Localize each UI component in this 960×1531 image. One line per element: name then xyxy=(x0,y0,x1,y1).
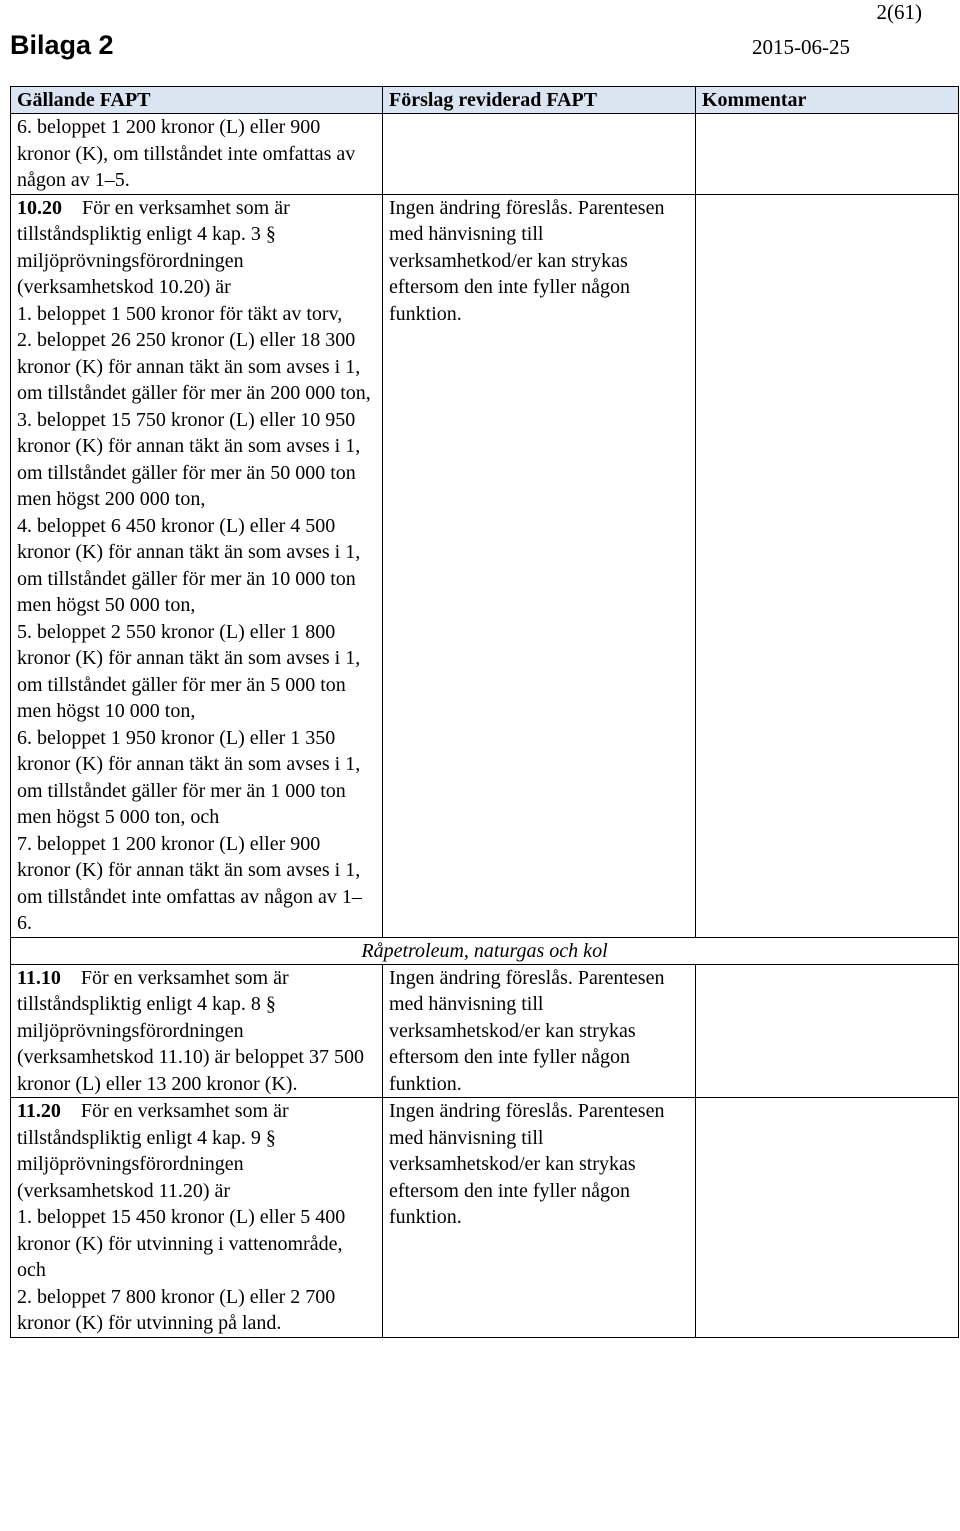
table-row xyxy=(11,114,959,195)
provision-intro: 11.20 För en verksamhet som är tillståndspliktig enligt 4 kap. 9 § miljöprövningsförordningen (verksamhetskod 11.20) är xyxy=(17,1100,289,1202)
table-row xyxy=(11,194,959,937)
comment-cell xyxy=(696,1098,959,1338)
current-text: 6. beloppet 1 200 kronor (L) eller 900 kronor (K), om tillståndet inte omfattas av någon av 1–5. xyxy=(17,116,356,191)
section-row xyxy=(11,937,959,964)
current-cell xyxy=(11,194,383,937)
activity-code: 11.10 xyxy=(17,966,61,989)
activity-code: 11.20 xyxy=(17,1100,61,1122)
comment-cell xyxy=(696,114,959,195)
comment-cell xyxy=(696,194,959,937)
header-current-fapt: Gällande FAPT xyxy=(11,87,383,114)
fapt-comparison-table xyxy=(10,86,959,1338)
list-item: 4. beloppet 6 450 kronor (L) eller 4 500 kronor (K) för annan täkt än som avses i 1, om tillståndet gäller för mer än 10 000 ton men högst 50 000 ton, xyxy=(17,514,361,616)
list-item: 2. beloppet 26 250 kronor (L) eller 18 300 kronor (K) för annan täkt än som avses i 1, om tillståndet gäller för mer än 200 000 ton, xyxy=(17,329,371,404)
list-item: 1. beloppet 1 500 kronor för täkt av torv, xyxy=(17,302,343,325)
section-heading: Råpetroleum, naturgas och kol xyxy=(11,937,959,964)
list-item: 7. beloppet 1 200 kronor (L) eller 900 kronor (K) för annan täkt än som avses i 1, om tillståndet inte omfattas av någon av 1–6. xyxy=(17,832,362,934)
table-row xyxy=(11,1098,959,1338)
table-header-row xyxy=(11,87,959,114)
list-item: 3. beloppet 15 750 kronor (L) eller 10 950 kronor (K) för annan täkt än som avses i 1, om tillståndet gäller för mer än 50 000 ton men högst 200 000 ton, xyxy=(17,408,361,510)
table-row xyxy=(11,964,959,1098)
activity-code: 10.20 xyxy=(17,196,62,219)
proposal-cell: Ingen ändring föreslås. Parentesen med hänvisning till verksamhetskod/er kan strykas eftersom den inte fyller någon funktion. xyxy=(383,964,696,1098)
current-cell xyxy=(11,964,383,1098)
document-date: 2015-06-25 xyxy=(752,35,850,59)
proposal-cell: Ingen ändring föreslås. Parentesen med hänvisning till verksamhetkod/er kan strykas eftersom den inte fyller någon funktion. xyxy=(383,194,696,937)
list-item: 2. beloppet 7 800 kronor (L) eller 2 700 kronor (K) för utvinning på land. xyxy=(17,1285,336,1334)
proposal-cell: Ingen ändring föreslås. Parentesen med hänvisning till verksamhetskod/er kan strykas eftersom den inte fyller någon funktion. xyxy=(383,1098,696,1338)
document-title: Bilaga 2 xyxy=(10,30,114,60)
list-item: 6. beloppet 1 950 kronor (L) eller 1 350 kronor (K) för annan täkt än som avses i 1, om tillståndet gäller för mer än 1 000 ton men högst 5 000 ton, och xyxy=(17,726,361,828)
current-cell xyxy=(11,1098,383,1338)
header-comment: Kommentar xyxy=(696,87,959,114)
header-proposed-fapt: Förslag reviderad FAPT xyxy=(383,87,696,114)
current-cell xyxy=(11,114,383,195)
provision-intro: 10.20 För en verksamhet som är tillståndspliktig enligt 4 kap. 3 § miljöprövningsförordningen (verksamhetskod 10.20) är xyxy=(17,196,290,298)
list-item: 1. beloppet 15 450 kronor (L) eller 5 400 kronor (K) för utvinning i vattenområde, och xyxy=(17,1206,346,1281)
page-number: 2(61) xyxy=(876,0,922,24)
proposal-cell xyxy=(383,114,696,195)
provision-text: 11.10 För en verksamhet som är tillståndspliktig enligt 4 kap. 8 § miljöprövningsförordningen (verksamhetskod 11.10) är beloppet 37 500 kronor (L) eller 13 200 kronor (K). xyxy=(17,966,364,1095)
list-item: 5. beloppet 2 550 kronor (L) eller 1 800 kronor (K) för annan täkt än som avses i 1, om tillståndet gäller för mer än 5 000 ton men högst 10 000 ton, xyxy=(17,620,361,722)
comment-cell xyxy=(696,964,959,1098)
